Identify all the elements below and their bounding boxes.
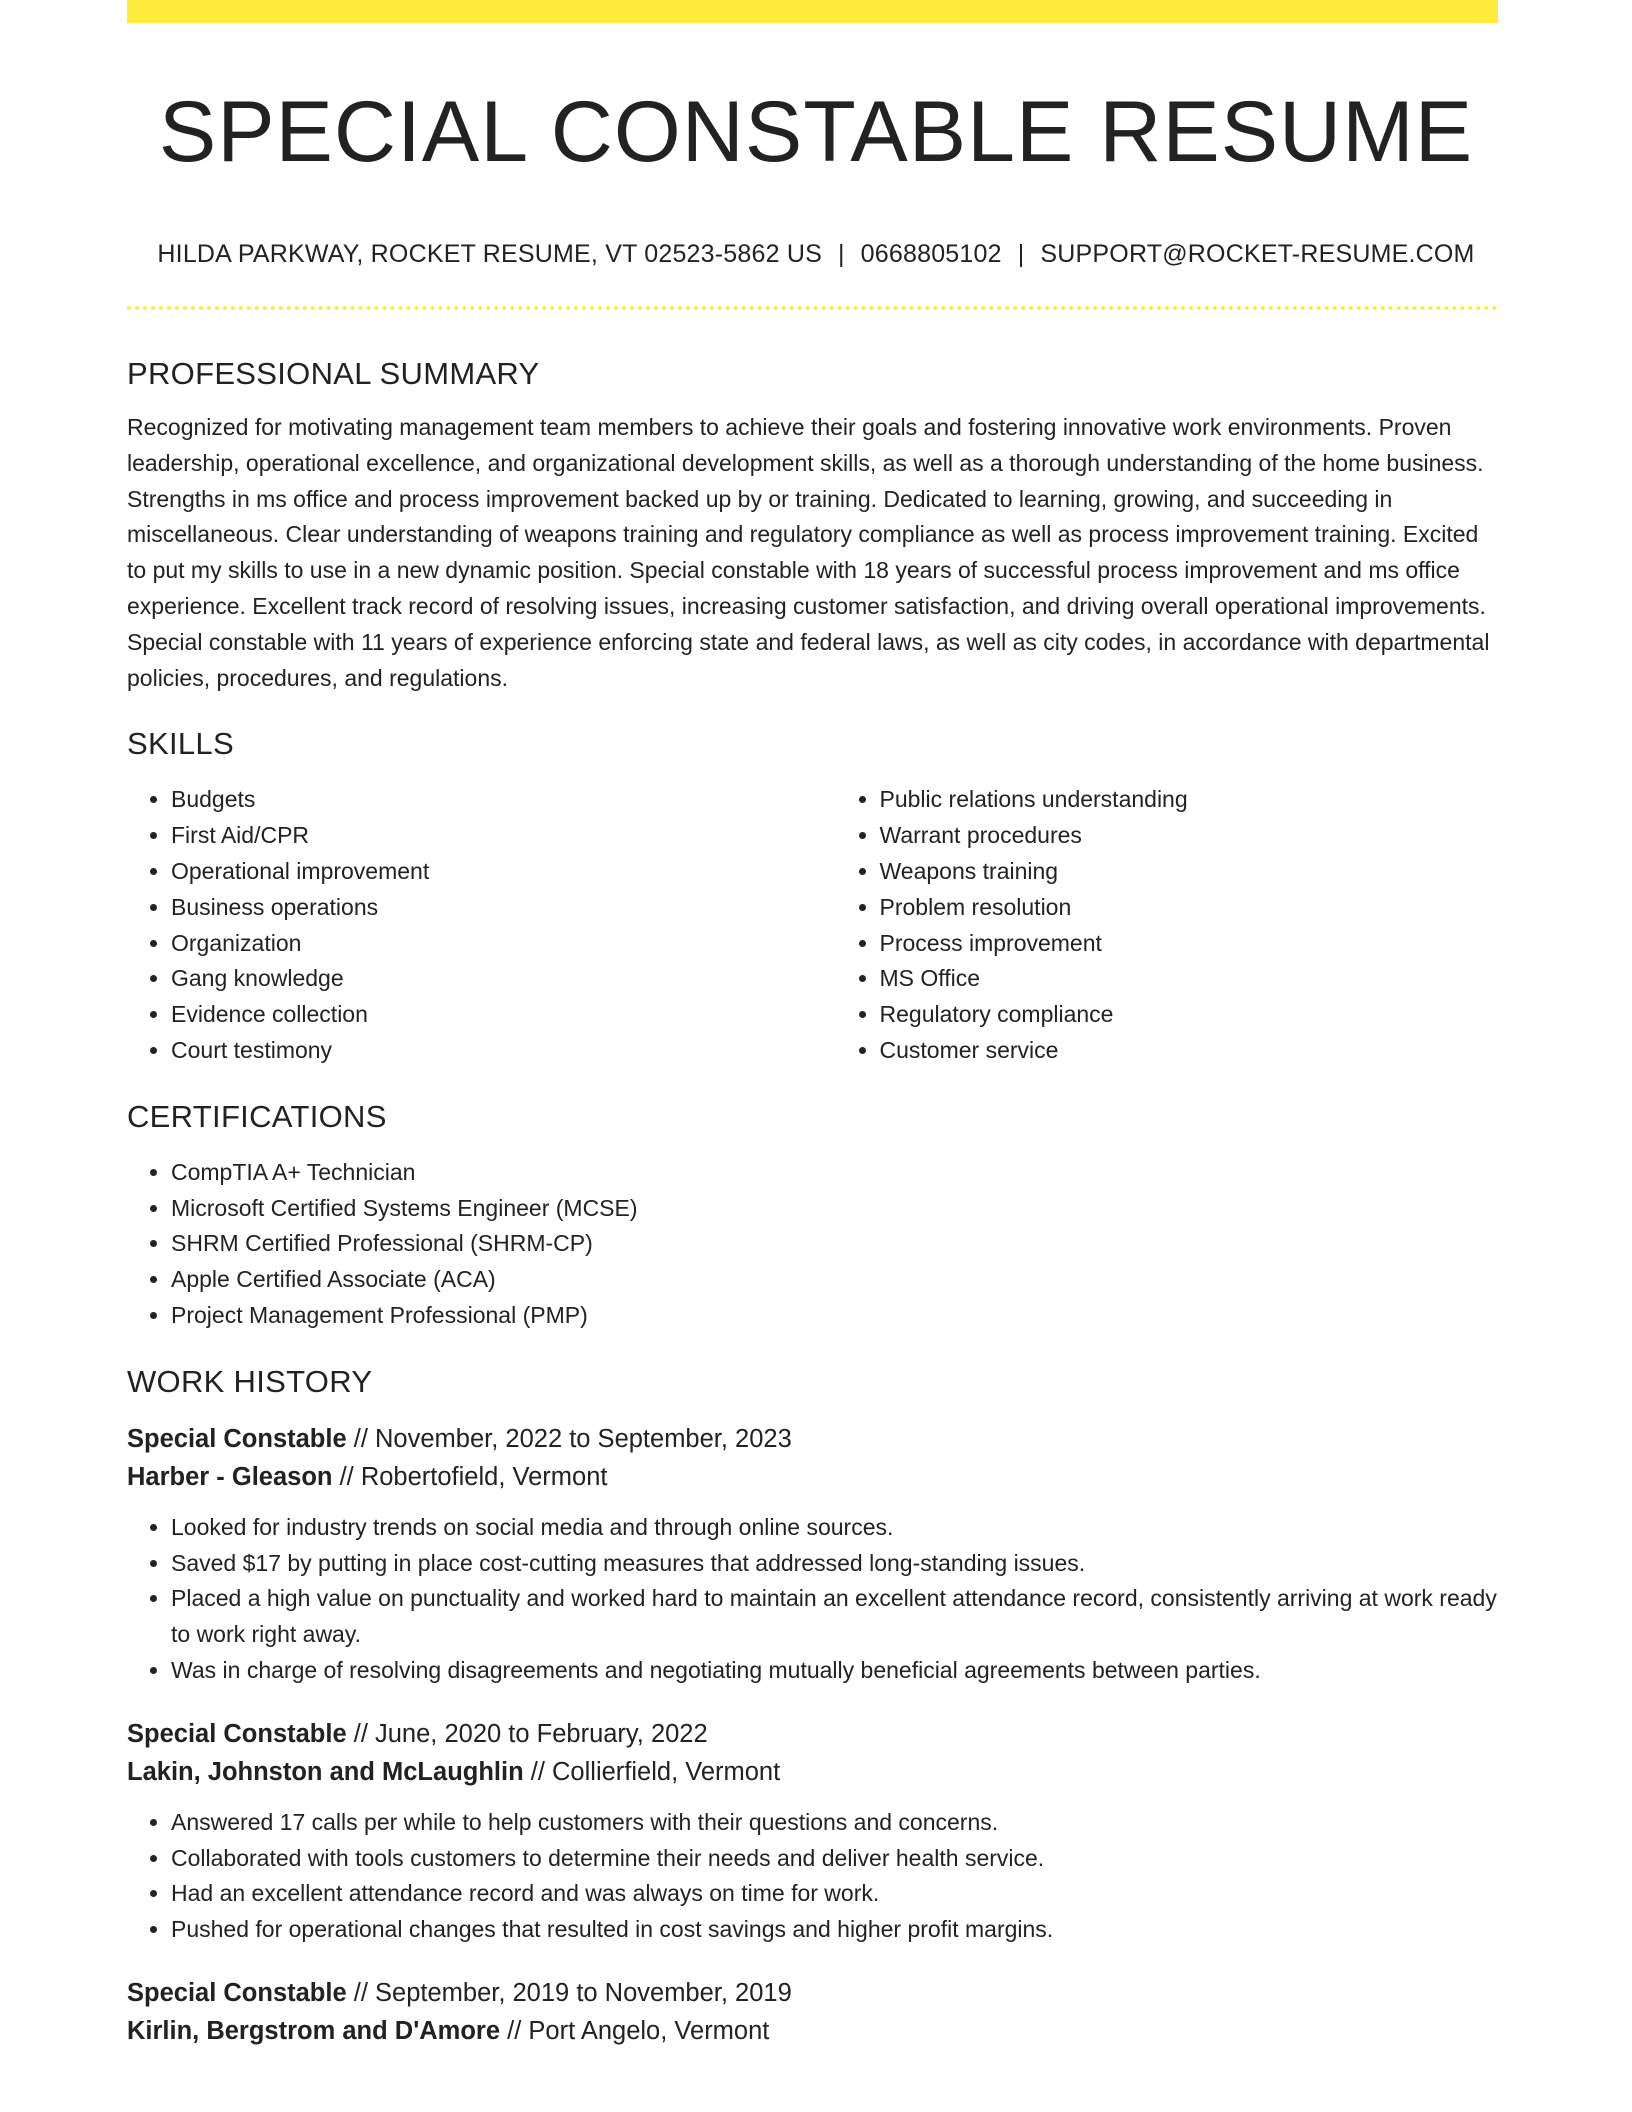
job-entry: [127, 1420, 1498, 1689]
job-location: // Port Angelo, Vermont: [507, 2016, 770, 2045]
job-company-line: [127, 2012, 1498, 2050]
skill-item: • MS Office: [880, 961, 1499, 997]
job-entry: [127, 1974, 1498, 2050]
job-company-line: [127, 1753, 1498, 1791]
skill-item: • Operational improvement: [171, 854, 790, 890]
certification-item: • Apple Certified Associate (ACA): [171, 1262, 1498, 1298]
job-duty-item: • Looked for industry trends on social media and through online sources.: [171, 1510, 1498, 1546]
certification-item: • Microsoft Certified Systems Engineer (MCSE): [171, 1191, 1498, 1227]
job-location: // Robertofield, Vermont: [339, 1462, 608, 1491]
skill-item: • Gang knowledge: [171, 961, 790, 997]
job-list: [127, 1420, 1498, 2050]
job-dates: // November, 2022 to September, 2023: [353, 1424, 792, 1453]
job-duties-list: [127, 1510, 1498, 1689]
job-title-line: [127, 1974, 1498, 2012]
skill-item: • Regulatory compliance: [880, 997, 1499, 1033]
job-company-line: [127, 1458, 1498, 1496]
skill-item: • Problem resolution: [880, 890, 1499, 926]
skill-item: • Court testimony: [171, 1033, 790, 1069]
contact-line: [0, 236, 1632, 272]
skills-heading: SKILLS: [127, 726, 234, 762]
job-duty-item: • Had an excellent attendance record and was always on time for work.: [171, 1876, 1498, 1912]
contact-phone: 0668805102: [860, 240, 1002, 268]
work-history-section: [127, 1358, 1498, 2050]
skills-list-right: [836, 782, 1499, 1068]
job-company: Kirlin, Bergstrom and D'Amore: [127, 2016, 501, 2045]
contact-email: SUPPORT@ROCKET-RESUME.COM: [1040, 240, 1475, 268]
work-history-heading: WORK HISTORY: [127, 1363, 373, 1399]
resume-title: SPECIAL CONSTABLE RESUME: [158, 84, 1474, 180]
skill-item: • Weapons training: [880, 854, 1499, 890]
summary-heading: PROFESSIONAL SUMMARY: [127, 356, 540, 391]
job-dates: // June, 2020 to February, 2022: [353, 1719, 708, 1748]
job-duties-list: [127, 1805, 1498, 1948]
accent-top-bar: [127, 0, 1498, 23]
skill-item: • Customer service: [880, 1033, 1499, 1069]
contact-separator: |: [837, 240, 845, 268]
job-location: // Collierfield, Vermont: [530, 1757, 781, 1786]
job-company: Lakin, Johnston and McLaughlin: [127, 1757, 524, 1786]
job-title-line: [127, 1420, 1498, 1458]
summary-section: [127, 350, 1498, 696]
skills-columns: [127, 768, 1498, 1068]
certification-item: • Project Management Professional (PMP): [171, 1298, 1498, 1334]
job-company: Harber - Gleason: [127, 1462, 333, 1491]
skill-item: • Organization: [171, 926, 790, 962]
certification-item: • SHRM Certified Professional (SHRM-CP): [171, 1226, 1498, 1262]
job-title: Special Constable: [127, 1719, 347, 1748]
job-duty-item: • Collaborated with tools customers to determine their needs and deliver health service.: [171, 1841, 1498, 1877]
skill-item: • First Aid/CPR: [171, 818, 790, 854]
skill-item: • Business operations: [171, 890, 790, 926]
skill-item: • Warrant procedures: [880, 818, 1499, 854]
certification-item: • CompTIA A+ Technician: [171, 1155, 1498, 1191]
skill-item: • Evidence collection: [171, 997, 790, 1033]
skill-item: • Budgets: [171, 782, 790, 818]
job-duty-item: • Placed a high value on punctuality and worked hard to maintain an excellent attendance record, consistently arriving at work ready to work right away.: [171, 1581, 1498, 1653]
certifications-heading: CERTIFICATIONS: [127, 1098, 387, 1134]
job-dates: // September, 2019 to November, 2019: [353, 1978, 792, 2007]
contact-separator: |: [1017, 240, 1025, 268]
job-duty-item: • Was in charge of resolving disagreements and negotiating mutually beneficial agreements between parties.: [171, 1653, 1498, 1689]
job-entry: [127, 1715, 1498, 1948]
job-title: Special Constable: [127, 1978, 347, 2007]
summary-text: Recognized for motivating management team members to achieve their goals and fostering innovative work environments. Proven leadership, operational excellence, and organizational development skills, as well as a thorough understanding of the home business. Strengths in ms office and process improvement backed up by or training. Dedicated to learning, growing, and succeeding in miscellaneous. Clear understanding of weapons training and regulatory compliance as well as process improvement training. Excited to put my skills to use in a new dynamic position. Special constable with 18 years of successful process improvement and ms office experience. Excellent track record of resolving issues, increasing customer satisfaction, and driving overall operational improvements. Special constable with 11 years of experience enforcing state and federal laws, as well as city codes, in accordance with departmental policies, procedures, and regulations.: [127, 414, 1490, 691]
job-title-line: [127, 1715, 1498, 1753]
skill-item: • Process improvement: [880, 926, 1499, 962]
job-title: Special Constable: [127, 1424, 347, 1453]
certifications-list: [127, 1155, 1498, 1334]
contact-address: HILDA PARKWAY, ROCKET RESUME, VT 02523-5862 US: [157, 240, 822, 268]
job-duty-item: • Saved $17 by putting in place cost-cutting measures that addressed long-standing issues.: [171, 1546, 1498, 1582]
skills-list-left: [127, 782, 790, 1068]
resume-content: [127, 350, 1498, 2050]
dotted-divider: [127, 306, 1498, 310]
certifications-section: [127, 1093, 1498, 1334]
job-duty-item: • Pushed for operational changes that resulted in cost savings and higher profit margins.: [171, 1912, 1498, 1948]
skill-item: • Public relations understanding: [880, 782, 1499, 818]
job-duty-item: • Answered 17 calls per while to help customers with their questions and concerns.: [171, 1805, 1498, 1841]
skills-section: [127, 720, 1498, 1068]
